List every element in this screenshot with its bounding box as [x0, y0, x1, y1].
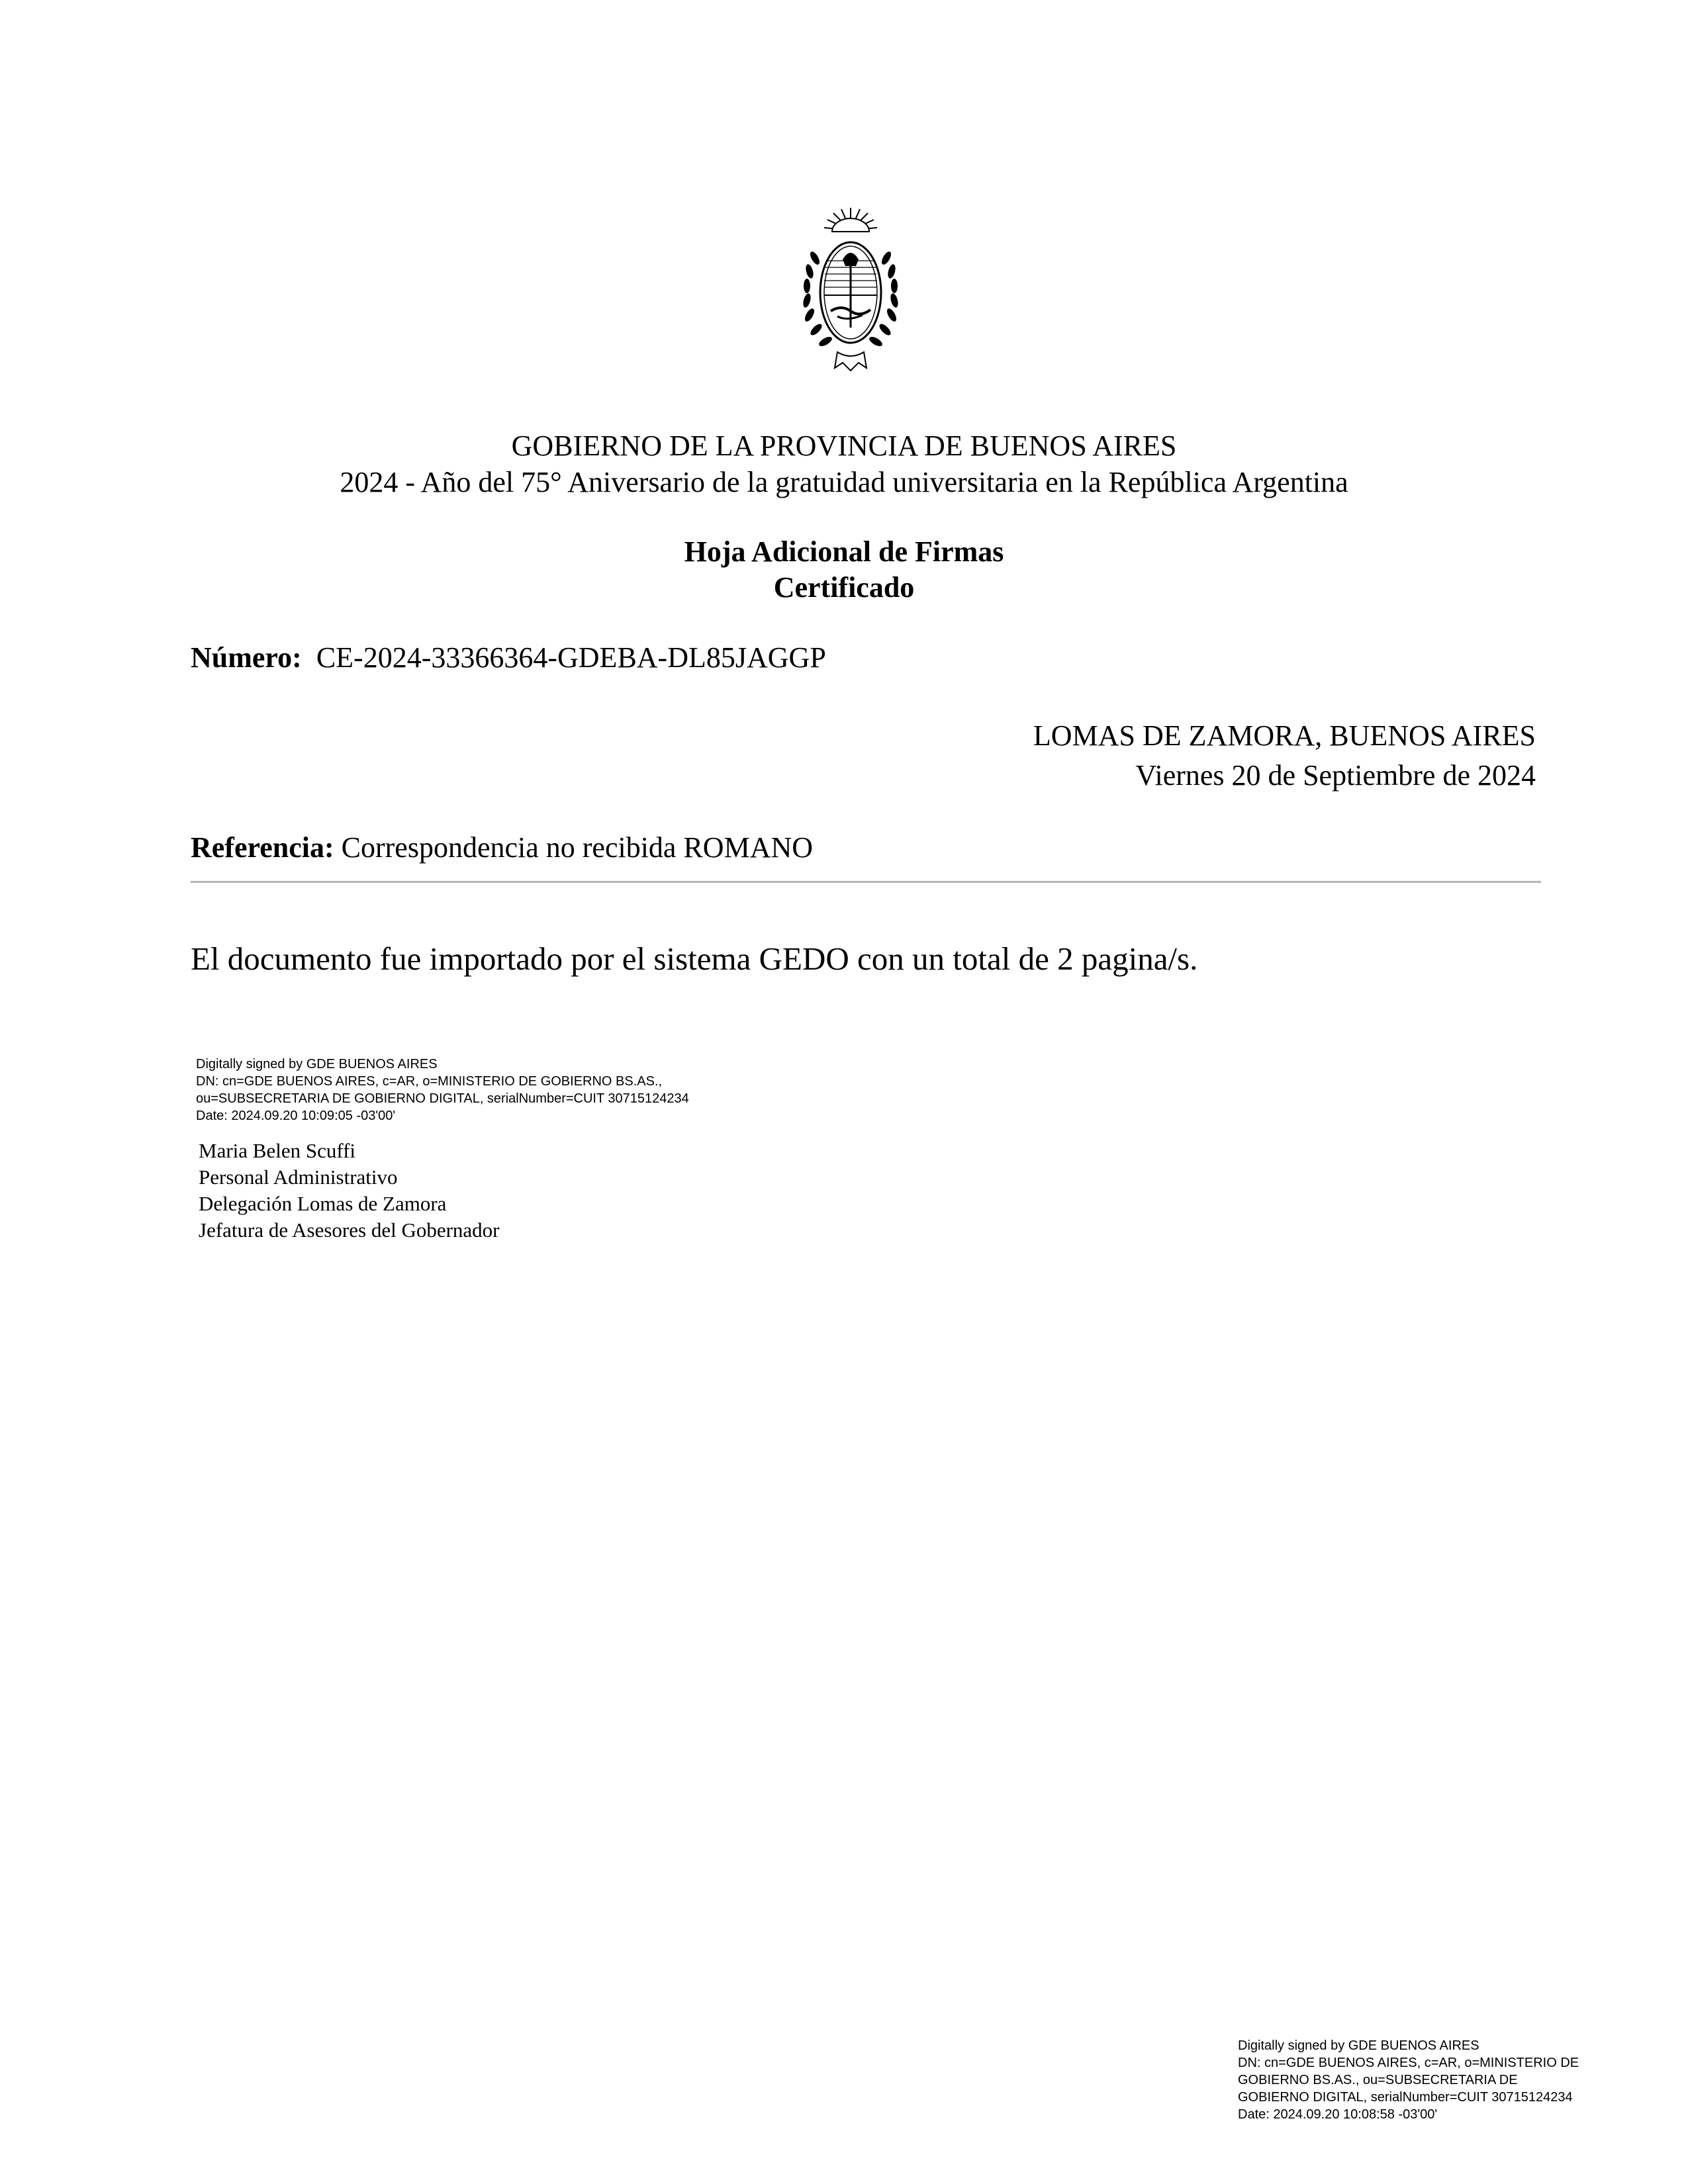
numero-field — [191, 641, 826, 674]
signature-block-2 — [1238, 2037, 1579, 2123]
signature-meta-line: Date: 2024.09.20 10:08:58 -03'00' — [1238, 2107, 1438, 2122]
signer-office: Delegación Lomas de Zamora — [199, 1192, 447, 1215]
signature-block-1 — [196, 1056, 689, 1244]
numero-label: Número: — [191, 641, 302, 674]
body-text: El documento fue importado por el sistema GEDO con un total de 2 pagina/s. — [191, 940, 1198, 977]
signature-meta-line: ou=SUBSECRETARIA DE GOBIERNO DIGITAL, serialNumber=CUIT 30715124234 — [196, 1091, 689, 1106]
signature-meta-line: GOBIERNO BS.AS., ou=SUBSECRETARIA DE — [1238, 2073, 1518, 2087]
document-title: Hoja Adicional de Firmas — [684, 535, 1004, 568]
signer-info — [199, 1138, 689, 1244]
signature-meta-line: Date: 2024.09.20 10:09:05 -03'00' — [196, 1109, 396, 1123]
signer-department: Jefatura de Asesores del Gobernador — [199, 1218, 500, 1242]
header-year-motto: 2024 - Año del 75° Aniversario de la gratuidad universitaria en la República Argentina — [340, 466, 1348, 498]
coat-of-arms-icon — [798, 205, 904, 377]
date-line: Viernes 20 de Septiembre de 2024 — [1135, 759, 1536, 792]
document-subtitle: Certificado — [773, 571, 915, 604]
signer-position: Personal Administrativo — [199, 1165, 398, 1189]
referencia-value: Correspondencia no recibida ROMANO — [341, 831, 814, 864]
numero-value: CE-2024-33366364-GDEBA-DL85JAGGP — [316, 641, 826, 674]
referencia-label: Referencia: — [191, 831, 334, 864]
signature-meta-line: Digitally signed by GDE BUENOS AIRES — [1238, 2038, 1479, 2053]
signature-meta-line: Digitally signed by GDE BUENOS AIRES — [196, 1057, 438, 1071]
signer-name: Maria Belen Scuffi — [199, 1139, 356, 1162]
signature-meta-line: DN: cn=GDE BUENOS AIRES, c=AR, o=MINISTERIO DE GOBIERNO BS.AS., — [196, 1074, 663, 1089]
signature-meta — [196, 1056, 689, 1124]
header-government: GOBIERNO DE LA PROVINCIA DE BUENOS AIRES — [511, 430, 1177, 462]
place-line: LOMAS DE ZAMORA, BUENOS AIRES — [1033, 719, 1536, 752]
divider — [191, 881, 1541, 883]
signature-meta-line: GOBIERNO DIGITAL, serialNumber=CUIT 30715124234 — [1238, 2090, 1573, 2105]
referencia-field — [191, 831, 813, 864]
signature-meta-line: DN: cn=GDE BUENOS AIRES, c=AR, o=MINISTERIO DE — [1238, 2056, 1579, 2070]
